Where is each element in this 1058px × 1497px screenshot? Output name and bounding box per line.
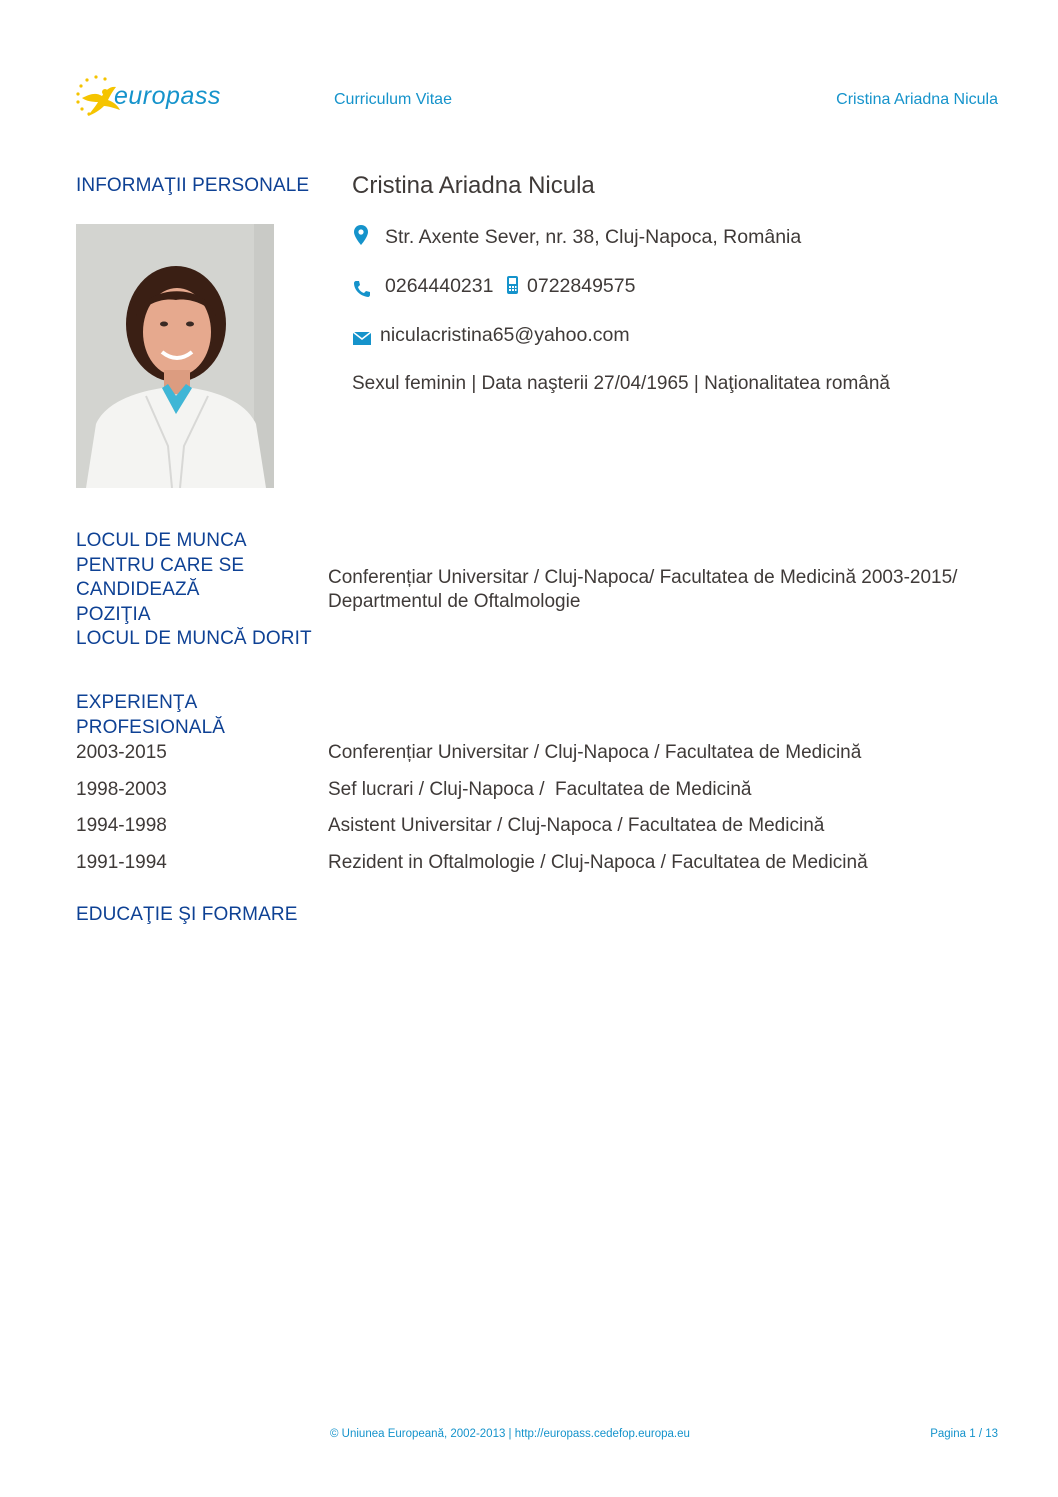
desired-job-label-3: CANDIDEAZĂ <box>76 579 200 600</box>
experience-title-line-2: PROFESIONALĂ <box>76 716 226 738</box>
header-name: Cristina Ariadna Nicula <box>836 91 998 108</box>
experience-period: 1994-1998 <box>76 815 167 836</box>
section-title-education: EDUCAŢIE ŞI FORMARE <box>76 904 298 925</box>
desired-job-label-1: LOCUL DE MUNCA <box>76 530 247 551</box>
address-text: Str. Axente Sever, nr. 38, Cluj-Napoca, România <box>385 226 802 248</box>
section-title-desired-job <box>76 529 312 652</box>
experience-description: Sef lucrari / Cluj-Napoca / Facultatea de Medicină <box>328 779 752 800</box>
desired-job-line-2: Departmentul de Oftalmologie <box>328 591 581 612</box>
profile-photo <box>76 224 274 488</box>
experience-description: Rezident in Oftalmologie / Cluj-Napoca / Facultatea de Medicină <box>328 852 868 873</box>
desired-job-label-2: PENTRU CARE SE <box>76 554 245 576</box>
desired-job-text <box>328 566 957 614</box>
phone-text: 0264440231 <box>385 275 494 297</box>
experience-title-line-1: EXPERIENŢA <box>76 692 198 713</box>
experience-period: 2003-2015 <box>76 742 167 763</box>
logo-text: europass <box>114 82 221 110</box>
footer-page-number: Pagina 1 / 13 <box>930 1428 998 1440</box>
email-text: niculacristina65@yahoo.com <box>380 324 630 346</box>
europass-logo <box>72 72 222 118</box>
location-pin-icon <box>354 225 368 250</box>
experience-period: 1998-2003 <box>76 779 167 800</box>
section-title-experience <box>76 691 225 740</box>
personal-details: Sexul feminin | Data naşterii 27/04/1965 | Naţionalitatea română <box>352 373 890 394</box>
experience-period: 1991-1994 <box>76 852 167 873</box>
footer-copyright: © Uniunea Europeană, 2002-2013 | http://europass.cedefop.europa.eu <box>330 1428 690 1440</box>
section-title-personal: INFORMAŢII PERSONALE <box>76 175 310 196</box>
mobile-phone-icon <box>507 276 518 299</box>
desired-job-label-4: POZIŢIA <box>76 603 151 625</box>
desired-job-label-5: LOCUL DE MUNCĂ DORIT <box>76 628 312 649</box>
person-full-name: Cristina Ariadna Nicula <box>352 172 595 199</box>
desired-job-line-1: Conferențiar Universitar / Cluj-Napoca/ Facultatea de Medicină 2003-2015/ <box>328 567 958 588</box>
header-doc-type: Curriculum Vitae <box>334 91 452 108</box>
email-icon <box>353 332 371 350</box>
experience-description: Conferențiar Universitar / Cluj-Napoca / Facultatea de Medicină <box>328 742 862 763</box>
mobile-text: 0722849575 <box>527 275 636 297</box>
phone-icon <box>353 280 370 302</box>
experience-description: Asistent Universitar / Cluj-Napoca / Facultatea de Medicină <box>328 815 825 836</box>
